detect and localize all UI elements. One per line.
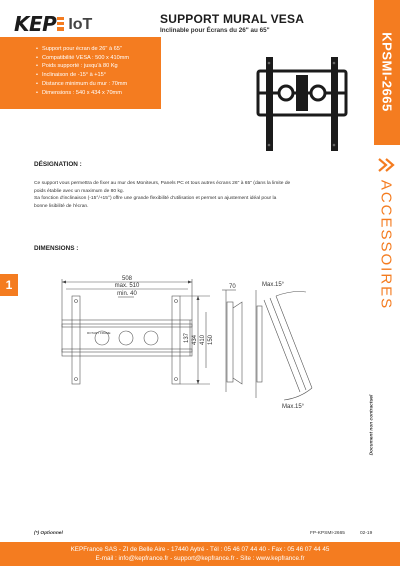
dim-label-width: 508 [121, 276, 133, 282]
logo-text: KEP [14, 12, 57, 36]
designation-line: Sa fonction d'inclinaison (-15°/+15°) offre une grande flexibilité d'utilisation et permet un ajustement idéal pour la [34, 196, 277, 202]
double-chevron-icon [378, 157, 396, 173]
feature-item: • Support pour écran de 26" à 65" [36, 45, 161, 54]
dim-label-137: 137 [184, 332, 190, 344]
designation-line: Ce support vous permettra de fixer au mur des Moniteurs, Panels PC et tous autres écrans 26" à 65" (dans la limite de [34, 181, 291, 186]
product-reference: KPSMI-2665 [379, 32, 395, 112]
dim-label-depth: 70 [229, 284, 236, 290]
feature-item: • Inclinaison de -15° à +15° [36, 71, 161, 80]
logo-suffix: IoT [68, 16, 93, 33]
dimensions-heading: DIMENSIONS : [34, 245, 79, 252]
brand-logo [14, 10, 92, 34]
document-reference: FP-KPSMI-2665 [310, 531, 345, 536]
feature-item: • Compatibilité VESA : 500 x 410mm [36, 54, 161, 63]
footer-address: KEPFrance SAS - ZI de Belle Aire - 17440 Aytré - Tél : 05 46 07 44 40 - Fax : 05 46 07 44 45 [70, 546, 330, 553]
page-subtitle: Inclinable pour Écrans du 26" au 65" [160, 27, 270, 34]
dim-label-max-width: max. 510 [114, 283, 140, 289]
optional-note: (*) Optionnel [34, 531, 63, 536]
designation-text [34, 180, 364, 210]
designation-heading: DÉSIGNATION : [34, 161, 82, 168]
logo-bars-icon [57, 17, 64, 31]
feature-item: • Distance minimum du mur : 70mm [36, 80, 161, 89]
page-title: SUPPORT MURAL VESA [160, 12, 305, 26]
document-date: 02-19 [360, 531, 373, 536]
dim-label-150: 150 [208, 334, 214, 346]
designation-line: bonne lisibilité de l'écran. [34, 203, 89, 209]
dim-label-tilt-up: Max.15° [262, 282, 285, 288]
footer-contact: E-mail : info@kepfrance.fr - support@kepfrance.fr - Site : www.kepfrance.fr [95, 555, 305, 562]
designation-line: poids établie avec un maximum de 80 kg. [34, 188, 124, 194]
dim-label-tilt-down: Max.15° [282, 404, 305, 410]
page-number-tab: 1 [0, 274, 18, 296]
dim-label-434: 434 [192, 334, 198, 346]
non-contractual-note: Document non contractuel [369, 394, 375, 456]
dim-label-min-width: min. 40 [117, 291, 137, 297]
product-image [248, 55, 356, 153]
footer-band [0, 542, 400, 566]
feature-item: • Dimensions : 540 x 434 x 70mm [36, 89, 161, 98]
feature-item: • Poids supporté : jusqu'à 80 Kg [36, 62, 161, 71]
dimension-drawing [30, 262, 340, 412]
dim-label-410: 410 [200, 334, 206, 346]
category-label: ACCESSOIRES [377, 179, 395, 311]
dim-plate-text: ROTARY FRAME [87, 331, 111, 335]
feature-list-box [0, 37, 161, 109]
feature-list [36, 45, 161, 97]
